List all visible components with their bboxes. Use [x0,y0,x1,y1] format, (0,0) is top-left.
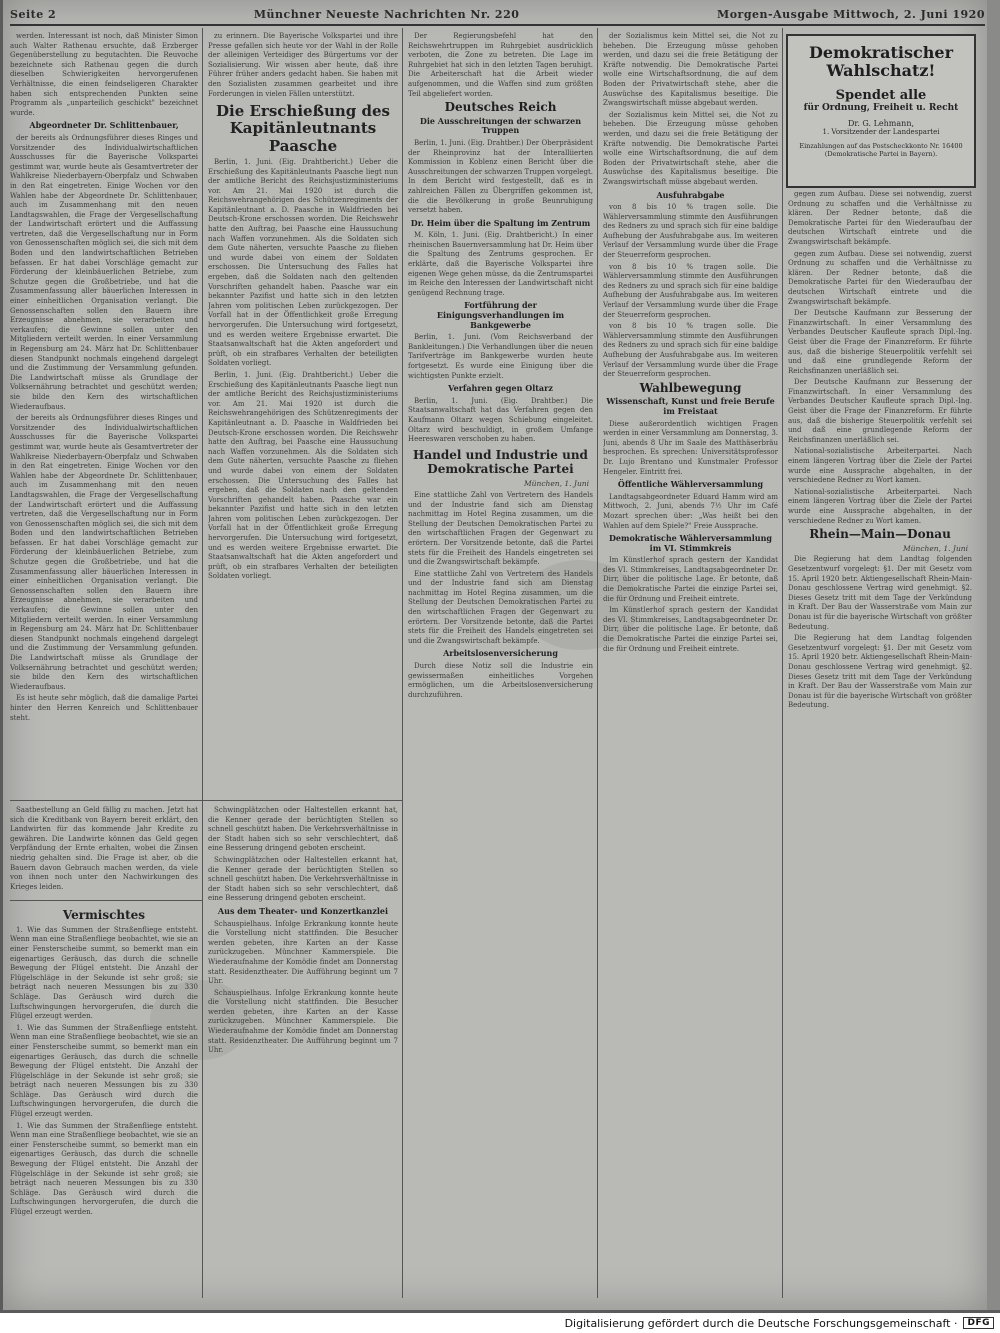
digitization-footer [0,1313,1000,1333]
article-body: Landtagsabgeordneter Eduard Hamm wird am Mittwoch, 2. Juni, abends 7½ Uhr im Café Mozart sprechen über: „Was heißt bei den Wahlen auf dem Spiele?" Freie Aussprache. [603,492,778,530]
column-1 [10,32,198,796]
article-intro: werden. Interessant ist noch, daß Minister Simon auch Walter Rathenau ersuchte, daß Erzberger Gegenüberstellung zu begutachten. Die Reuvoche bezeichnete sich Rathenau gegen die durch dieselben Schwierigkeiten hervorgerufenen Verhältnisse, die einen feindseligeren Charakter haben sich entsprechenden Punkten seine Programm als „unparteilich geschickt" bezeichnet wurde. [10,32,198,117]
column-2-lower [208,806,398,1300]
article-intro: der Sozialismus kein Mittel sei, die Not zu beheben. Die Erzeugung müsse gehoben werden, und dazu sei die freie Betätigung der Kräfte notwendig. Die Demokratische Partei wolle eine Wirtschaftsordnung, die auf dem Boden der Privatwirtschaft stehe, aber die Auswüchse des Kapitalismus beseitige. Die Zwangswirtschaft müsse abgebaut werden. [603,110,778,186]
headline-paasche: Die Erschießung des Kapitänleutnants Paasche [216,102,390,155]
article-body: von 8 bis 10 % tragen solle. Die Wählerversammlung stimmte den Ausführungen des Redners zu und sprach sich für eine baldige Aufhebung der Ausfuhrabgabe aus. Im weiteren Verlauf der Versammlung wurde über die Frage der Steuerreform gesprochen. [603,262,778,319]
column-1-lower [10,806,198,896]
article-subhead: Dr. Heim über die Spaltung im Zentrum [410,217,591,228]
article-body: Schauspielhaus. Infolge Erkrankung konnte heute die Vorstellung nicht stattfinden. Die Besucher werden gebeten, ihre Karten an der Kasse zurückzugeben. Münchner Kammerspiele. Die Wiederaufnahme der Komödie findet am Donnerstag statt. Residenztheater. Die Aufführung beginnt um 7 Uhr. [208,988,398,1055]
article-body: Die Regierung hat dem Landtag folgenden Gesetzentwurf vorgelegt: §1. Der mit Gesetz vom 15. April 1920 betr. Aktiengesellschaft Rhein-Main-Donau geschlossene Vertrag wird genehmigt. §2. Dieses Gesetz tritt mit dem Tage der Verkündung in Kraft. Der Bau der Wasserstraße vom Main zur Donau ist für die bayerische Wirtschaft von größter Bedeutung. [788,634,972,710]
article-body: der bereits als Ordnungsführer dieses Ringes und Vorsitzender des Individualwirtschaftlichen Ausschusses für die Bayerische Volkspartei gestimmt war, wurde heute als Gesamtvertreter der Wahlkreise Niederbayern-Oberpfalz und Schwaben in den Rat eingetreten. Einige Wochen vor den Wahlen habe der Abgeordnete Dr. Schlittenbauer, auch im Zusammenhang mit den neuen Landtagswahlen, die Frage der Vergesellschaftung der Landwirtschaft erörtert und die Auffassung vertreten, daß die Vergesellschaftung nur in Form von Genossenschaften möglich sei, die sich mit dem Boden und den landwirtschaftlichen Betrieben befassen. Er hat dabei Vorschläge gemacht zur Förderung der kleinbäuerlichen Betriebe, zum Schutze gegen die Großbetriebe, und hat die Zusammenfassung aller bäuerlichen Interessen in einer einheitlichen Organisation verlangt. Die Genossenschaften sollen den Bauern ihre Erzeugnisse abnehmen, sie verarbeiten und verkaufen; die Gewinne sollen unter den Mitgliedern verteilt werden. In einer Versammlung in Regensburg am 24. März hat Dr. Schlittenbauer diesen Standpunkt nochmals eingehend dargelegt und die Zustimmung der Versammlung gefunden. Die Landwirtschaft müsse als Grundlage der Volksernährung betrachtet und geschützt werden; sie bilde den Kern des wirtschaftlichen Wiederaufbaus. [10,133,198,411]
article-intro: gegen zum Aufbau. Diese sei notwendig, zuerst Ordnung zu schaffen und die Verhältnisse zu klären. Der Redner betonte, daß die Demokratische Partei für den Wiederaufbau der deutschen Wirtschaft eintrete und die Zwangswirtschaft bekämpfe. [788,249,972,306]
advertisement-box [786,34,976,188]
article-body: Diese außerordentlich wichtigen Fragen werden in einer Versammlung am Donnerstag, 3. Juni, abends 8 Uhr im Saale des Matthäserbräu besprochen. Es sprechen: Universitätsprofessor Dr. Lujo Brentano und Kunstmaler Professor Hengeler. Eintritt frei. [603,419,778,476]
article-intro: zu erinnern. Die Bayerische Volkspartei und ihre Presse gefallen sich heute vor der Wahl in der Rolle der alleinigen Verteidiger des Bürgertums vor der Sozialisierung. Wir wissen aber heute, daß ihre Führer früher anders gedacht haben. Sie haben mit den Sozialisten zusammen gearbeitet und ihre Forderungen in vielen Fällen unterstützt. [208,32,398,98]
article-body: 1. Wie das Summen der Straßenfliege entsteht. Wenn man eine Straßenfliege beobachtet, wie sie an einer Fensterscheibe summt, so bemerkt man ein eigenartiges Geräusch, das durch die schnelle Bewegung der Flügel entsteht. Die Anzahl der Flügelschläge in der Sekunde ist sehr groß; sie beträgt nach neueren Messungen bis zu 330 Schläge. Das Geräusch wird durch die Luftschwingungen hervorgerufen, die durch die Flügel erzeugt werden. [10,1023,198,1119]
section-title-rhein-main-donau: Rhein—Main—Donau [809,527,951,542]
article-body: Eine stattliche Zahl von Vertretern des Handels und der Industrie fand sich am Dienstag nachmittag im Hotel Regina zusammen, um die Stellung der Deutschen Demokratischen Partei zu den wirtschaftlichen Fragen der Gegenwart zu erörtern. Der Vorsitzende betonte, daß die Partei stets für die Freiheit des Handels eingetreten sei und die Zwangswirtschaft bekämpfe. [408,569,593,645]
article-body: Schauspielhaus. Infolge Erkrankung konnte heute die Vorstellung nicht stattfinden. Die Besucher werden gebeten, ihre Karten an der Kasse zurückzugeben. Münchner Kammerspiele. Die Wiederaufnahme der Komödie findet am Donnerstag statt. Residenztheater. Die Aufführung beginnt um 7 Uhr. [208,919,398,986]
section-rule [10,900,202,901]
article-subhead: Verfahren gegen Oltarz [448,383,553,394]
article-body: von 8 bis 10 % tragen solle. Die Wählerversammlung stimmte den Ausführungen des Redners zu und sprach sich für eine baldige Aufhebung der Ausfuhrabgabe aus. Im weiteren Verlauf der Versammlung wurde über die Frage der Steuerreform gesprochen. [603,203,778,260]
article-body: der bereits als Ordnungsführer dieses Ringes und Vorsitzender des Individualwirtschaftlichen Ausschusses für die Bayerische Volkspartei gestimmt war, wurde heute als Gesamtvertreter der Wahlkreise Niederbayern-Oberpfalz und Schwaben in den Rat eingetreten. Einige Wochen vor den Wahlen habe der Abgeordnete Dr. Schlittenbauer, auch im Zusammenhang mit den neuen Landtagswahlen, die Frage der Vergesellschaftung der Landwirtschaft erörtert und die Auffassung vertreten, daß die Vergesellschaftung nur in Form von Genossenschaften möglich sei, die sich mit dem Boden und den landwirtschaftlichen Betrieben befassen. Er hat dabei Vorschläge gemacht zur Förderung der kleinbäuerlichen Betriebe, zum Schutze gegen die Großbetriebe, und hat die Zusammenfassung aller bäuerlichen Interessen in einer einheitlichen Organisation verlangt. Die Genossenschaften sollen den Bauern ihre Erzeugnisse abnehmen, sie verarbeiten und verkaufen; die Gewinne sollen unter den Mitgliedern verteilt werden. In einer Versammlung in Regensburg am 24. März hat Dr. Schlittenbauer diesen Standpunkt nochmals eingehend dargelegt und die Zustimmung der Versammlung gefunden. Die Landwirtschaft müsse als Grundlage der Volksernährung betrachtet und geschützt werden; sie bilde den Kern des wirtschaftlichen Wiederaufbaus. [10,414,198,691]
section-rule [10,800,402,801]
article-intro: der Sozialismus kein Mittel sei, die Not zu beheben. Die Erzeugung müsse gehoben werden, und dazu sei die freie Betätigung der Kräfte notwendig. Die Demokratische Partei wolle eine Wirtschaftsordnung, die auf dem Boden der Privatwirtschaft stehe, aber die Auswüchse des Kapitalismus beseitige. Die Zwangswirtschaft müsse abgebaut werden. [603,32,778,108]
article-body: Berlin, 1. Juni. (Eig. Drahtbericht.) Ueber die Erschießung des Kapitänleutnants Paasche liegt nun der amtliche Bericht des Reichsjustizministeriums vor. Am 21. Mai 1920 ist durch die Reichswehrangehörigen des Schützenregiments der Kapitänleutnant a. D. Paasche in Waldfrieden bei Deutsch-Krone erschossen worden. Die Reichswehr hatte den Auftrag, bei Paasche eine Haussuchung nach Waffen vorzunehmen. Als die Soldaten sich dem Gute näherten, versuchte Paasche zu fliehen und wurde dabei von einem der Soldaten erschossen. Die Untersuchung des Falles hat ergeben, daß die Soldaten nach den geltenden Vorschriften gehandelt haben. Paasche war ein bekannter Pazifist und hatte sich in den letzten Jahren vom politischen Leben zurückgezogen. Der Vorfall hat in der Öffentlichkeit große Erregung hervorgerufen. Die Untersuchung wird fortgesetzt, und es werden weitere Ergebnisse erwartet. Die Staatsanwaltschaft hat die Akten angefordert und prüft, ob ein strafbares Verhalten der beteiligten Soldaten vorliegt. [208,157,398,368]
article-body: Berlin, 1. Juni. (Eig. Drahtber.) Der Oberpräsident der Rheinprovinz hat der Interalliierten Kommission in Koblenz einen Bericht über die Ausschreitungen der schwarzen Truppen vorgelegt. In dem Bericht wird festgestellt, daß es in zahlreichen Fällen zu Übergriffen gekommen ist, die die Bevölkerung in große Beunruhigung versetzt haben. [408,138,593,215]
edition-date: Morgen-Ausgabe Mittwoch, 2. Juni 1920 [717,7,985,21]
column-rule [597,28,598,1298]
article-closing: Es ist heute sehr möglich, daß die damalige Partei hinter den Herren Kenreich und Schlittenbauer steht. [10,694,198,722]
article-subhead: Öffentliche Wählerversammlung [617,479,764,490]
article-body: Eine stattliche Zahl von Vertretern des Handels und der Industrie fand sich am Dienstag nachmittag im Hotel Regina zusammen, um die Stellung der Deutschen Demokratischen Partei zu den wirtschaftlichen Fragen der Gegenwart zu erörtern. Der Vorsitzende betonte, daß die Partei stets für die Freiheit des Handels eingetreten sei und die Zwangswirtschaft bekämpfe. [408,490,593,567]
column-5 [788,190,972,1300]
column-1-miscellany [10,905,198,1300]
article-intro: Der Regierungsbefehl hat den Reichswehrtruppen im Ruhrgebiet ausdrücklich verboten, die Zone zu betreten. Die Lage im Ruhrgebiet hat sich in den letzten Tagen beruhigt. Die Arbeiterschaft hat die Arbeit wieder aufgenommen, und die Waffen sind zum größten Teil abgeliefert worden. [408,32,593,98]
article-body: Der Deutsche Kaufmann zur Besserung der Finanzwirtschaft. In einer Versammlung des Verbandes Deutscher Kaufleute sprach Dipl.-Ing. Geist über die Frage der Finanzreform. Er führte aus, daß die bisherige Steuerpolitik verfehlt sei und daß eine grundlegende Reform der Reichsfinanzen unerläßlich sei. [788,378,972,444]
column-rule [782,28,783,1298]
ad-signatory: Dr. G. Lehmann, [847,119,915,128]
article-body: 1. Wie das Summen der Straßenfliege entsteht. Wenn man eine Straßenfliege beobachtet, wie sie an einer Fensterscheibe summt, so bemerkt man ein eigenartiges Geräusch, das durch die schnelle Bewegung der Flügel entsteht. Die Anzahl der Flügelschläge in der Sekunde ist sehr groß; sie beträgt nach neueren Messungen bis zu 330 Schläge. Das Geräusch wird durch die Luftschwingungen hervorgerufen, die durch die Flügel erzeugt werden. [10,925,198,1021]
article-body: National-sozialistische Arbeiterpartei. Nach einem längeren Vortrag über die Ziele der Partei wurde eine Aussprache abgehalten, in der verschiedene Redner zu Wort kamen. [788,447,972,485]
article-subhead: Aus dem Theater- und Konzertkanzlei [217,905,389,916]
article-body: Die Regierung hat dem Landtag folgenden Gesetzentwurf vorgelegt: §1. Der mit Gesetz vom 15. April 1920 betr. Aktiengesellschaft Rhein-Main-Donau geschlossene Vertrag wird genehmigt. §2. Dieses Gesetz tritt mit dem Tage der Verkündung in Kraft. Der Bau der Wasserstraße vom Main zur Donau ist für die bayerische Wirtschaft von größter Bedeutung. [788,555,972,631]
article-body: Im Künstlerhof sprach gestern der Kandidat des VI. Stimmkreises, Landtagsabgeordneter Dr. Dirr, über die politische Lage. Er betonte, daß die Demokratische Partei die einzige Partei sei, die für Ordnung und Freiheit eintrete. [603,606,778,653]
section-title-wahlbewegung: Wahlbewegung [639,380,742,395]
article-intro: gegen zum Aufbau. Diese sei notwendig, zuerst Ordnung zu schaffen und die Verhältnisse zu klären. Der Redner betonte, daß die Demokratische Partei für den Wiederaufbau der deutschen Wirtschaft eintrete und die Zwangswirtschaft bekämpfe. [788,190,972,246]
column-2 [208,32,398,796]
headline-handel-industrie: Handel und Industrie und Demokratische Partei [413,447,588,476]
article-body: Berlin, 1. Juni. (Eig. Drahtber.) Die Staatsanwaltschaft hat das Verfahren gegen den Kaufmann Oltarz wegen Schiebung eingeleitet. Oltarz wird beschuldigt, in großem Umfange Heereswaren verschoben zu haben. [408,396,593,444]
ad-subtitle: Spendet alle [835,88,927,103]
article-subhead: Arbeitslosenversicherung [443,648,558,659]
column-3 [408,32,593,1300]
article-body: National-sozialistische Arbeiterpartei. Nach einem längeren Vortrag über die Ziele der Partei wurde eine Aussprache abgehalten, in der verschiedene Redner zu Wort kamen. [788,487,972,525]
article-body: M. Köln, 1. Juni. (Eig. Drahtbericht.) In einer rheinischen Bauernversammlung hat Dr. Heim über die Spaltung des Zentrums gesprochen. Er erklärte, daß die Bayerische Volkspartei ihre eigenen Wege gehen müsse, da die Zentrumspartei im Reiche den Interessen der Landwirtschaft nicht genügend Rechnung trage. [408,231,593,297]
article-body: Im Künstlerhof sprach gestern der Kandidat des VI. Stimmkreises, Landtagsabgeordneter Dr. Dirr, über die politische Lage. Er betonte, daß die Demokratische Partei die einzige Partei sei, die für Ordnung und Freiheit eintrete. [603,556,778,603]
section-title-miscellany: Vermischtes [62,908,146,922]
article-body: Schwingplätzchen oder Haltestellen erkannt hat, die Kenner gerade der berüchtigten Stellen so schnell geschützt haben. Die Verkehrsverhältnisse in der Stadt haben sich so sehr verschlechtert, daß eine Besserung dringend geboten erscheint. [208,855,398,903]
page-number: Seite 2 [10,7,57,21]
page-edge [987,0,1000,1310]
article-body: von 8 bis 10 % tragen solle. Die Wählerversammlung stimmte den Ausführungen des Redners zu und sprach sich für eine baldige Aufhebung der Ausfuhrabgabe aus. Im weiteren Verlauf der Versammlung wurde über die Frage der Steuerreform gesprochen. [603,322,778,379]
column-rule [202,28,203,1298]
article-subhead: Die Ausschreitungen der schwarzen Truppen [419,115,582,136]
newspaper-title: Münchner Neueste Nachrichten Nr. 220 [253,7,520,21]
article-body: Schwingplätzchen oder Haltestellen erkannt hat, die Kenner gerade der berüchtigten Stellen so schnell geschützt haben. Die Verkehrsverhältnisse in der Stadt haben sich so sehr verschlechtert, daß eine Besserung dringend geboten erscheint. [208,806,398,853]
article-body: Saatbestellung an Geld fällig zu machen. Jetzt hat sich die Kreditbank von Bayern bereit erklärt, den Landwirten für das kommende Jahr Kredite zu gewähren. Die Landwirte können das Geld gegen Verpfändung der Ernte erhalten, wobei die Zinsen niedrig gehalten sind. Die Frage ist aber, ob die Bauern davon Gebrauch machen werden, da viele von ihnen noch unter den Nachwirkungen des Krieges leiden. [10,806,198,891]
ad-fineprint: Einzahlungen auf das Postscheckkonto Nr. 16400 (Demokratische Partei in Bayern). [799,142,963,158]
dateline: München, 1. Juni [523,479,589,489]
footer-credit: Digitalisierung gefördert durch die Deutsche Forschungsgemeinschaft · [564,1316,958,1330]
article-subhead: Wissenschaft, Kunst und freie Berufe im Freistaat [606,396,775,416]
article-body: Durch diese Notiz soll die Industrie ein gewissermaßen einheitliches Vorgehen ermöglichen, um die Arbeitslosenversicherung durchzuführen. [408,662,593,699]
ad-title: Demokratischer Wahlschatz! [809,43,953,80]
column-4 [603,32,778,1300]
dfg-logo: DFG [963,1317,994,1329]
article-body: Berlin, 1. Juni. (Eig. Drahtbericht.) Ueber die Erschießung des Kapitänleutnants Paasche liegt nun der amtliche Bericht des Reichsjustizministeriums vor. Am 21. Mai 1920 ist durch die Reichswehrangehörigen des Schützenregiments der Kapitänleutnant a. D. Paasche in Waldfrieden bei Deutsch-Krone erschossen worden. Die Reichswehr hatte den Auftrag, bei Paasche eine Haussuchung nach Waffen vorzunehmen. Als die Soldaten sich dem Gute näherten, versuchte Paasche zu fliehen und wurde dabei von einem der Soldaten erschossen. Die Untersuchung des Falles hat ergeben, daß die Soldaten nach den geltenden Vorschriften gehandelt haben. Paasche war ein bekannter Pazifist und hatte sich in den letzten Jahren vom politischen Leben zurückgezogen. Der Vorfall hat in der Öffentlichkeit große Erregung hervorgerufen. Die Untersuchung wird fortgesetzt, und es werden weitere Ergebnisse erwartet. Die Staatsanwaltschaft hat die Akten angefordert und prüft, ob ein strafbares Verhalten der beteiligten Soldaten vorliegt. [208,370,398,581]
article-body: 1. Wie das Summen der Straßenfliege entsteht. Wenn man eine Straßenfliege beobachtet, wie sie an einer Fensterscheibe summt, so bemerkt man ein eigenartiges Geräusch, das durch die schnelle Bewegung der Flügel entsteht. Die Anzahl der Flügelschläge in der Sekunde ist sehr groß; sie beträgt nach neueren Messungen bis zu 330 Schläge. Das Geräusch wird durch die Luftschwingungen hervorgerufen, die durch die Flügel erzeugt werden. [10,1121,198,1217]
article-subhead: Fortführung der Einigungsverhandlungen im Bankgewerbe [436,300,565,330]
section-title-deutsches-reich: Deutsches Reich [444,100,557,115]
ad-signatory-role: 1. Vorsitzender der Landespartei [822,128,940,136]
article-subhead: Ausfuhrabgabe [656,189,725,200]
page-header [10,4,985,24]
header-rule [10,24,985,26]
article-subhead: Abgeordneter Dr. Schlittenbauer, [29,120,179,131]
column-rule [402,28,403,1298]
article-body: Berlin, 1. Juni. (Vom Reichsverband der Bankleitungen.) Die Verhandlungen über die neuen Tarifverträge im Bankgewerbe wurden heute fortgesetzt. Es wurde eine Einigung über die wichtigsten Punkte erzielt. [408,333,593,380]
article-body: Der Deutsche Kaufmann zur Besserung der Finanzwirtschaft. In einer Versammlung des Verbandes Deutscher Kaufleute sprach Dipl.-Ing. Geist über die Frage der Finanzreform. Er führte aus, daß die bisherige Steuerpolitik verfehlt sei und daß eine grundlegende Reform der Reichsfinanzen unerläßlich sei. [788,309,972,375]
article-subhead: Demokratische Wählerversammlung im VI. Stimmkreis [608,533,773,553]
ad-slogan: für Ordnung, Freiheit u. Recht [803,103,959,113]
dateline: München, 1. Juni [902,543,968,553]
